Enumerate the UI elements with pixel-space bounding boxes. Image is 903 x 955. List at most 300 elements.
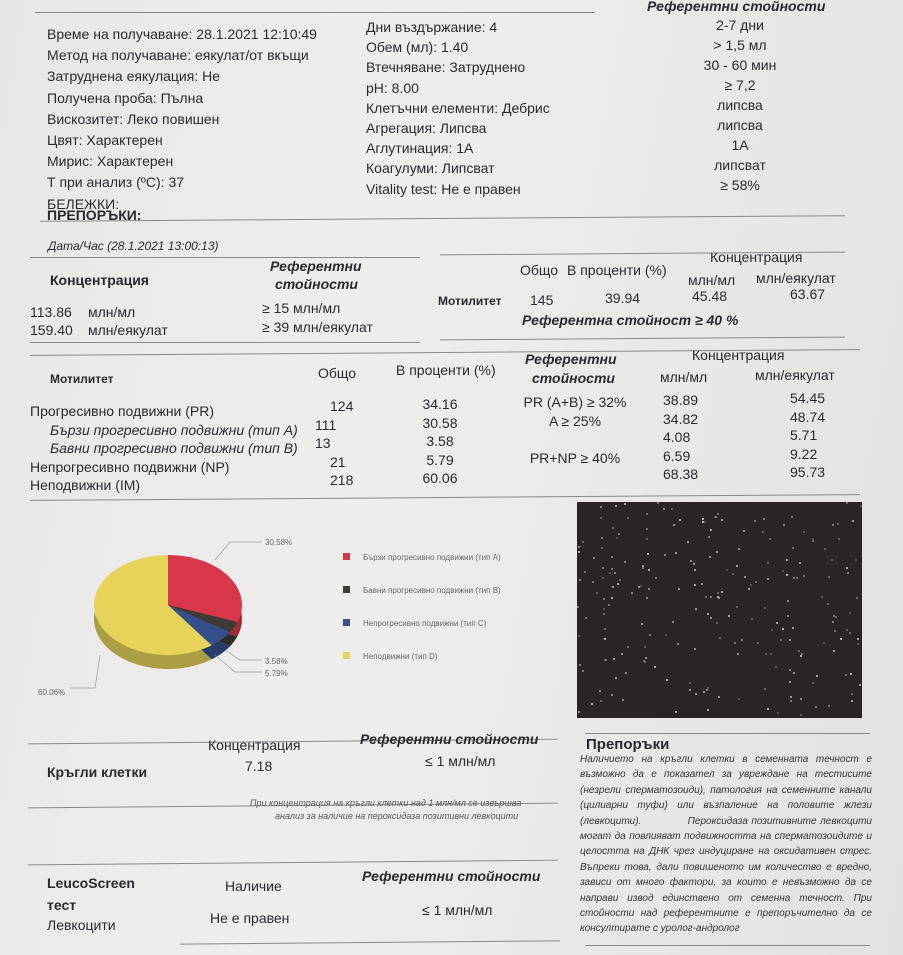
col-total: Общо <box>318 365 357 381</box>
row-ml: 6.59 <box>663 447 691 464</box>
cell-dot <box>611 556 613 558</box>
cell-dot <box>612 586 614 588</box>
cell-dot <box>767 562 769 564</box>
col-ej: млн/еякулат <box>755 367 835 383</box>
row-ref: A ≥ 25% <box>548 412 602 429</box>
pie-label: 30.58% <box>265 538 293 547</box>
recommendations-title: Препоръки <box>586 736 670 753</box>
divider <box>30 494 860 501</box>
cell-dot <box>599 690 601 692</box>
rc-label: Кръгли клетки <box>47 764 148 780</box>
info-middle: Дни въздържание: 4 <box>366 19 498 35</box>
cell-dot <box>678 588 680 590</box>
leader-line <box>70 655 100 688</box>
row-total: 21 <box>330 453 346 470</box>
cell-dot <box>705 596 707 598</box>
cell-dot <box>780 639 782 641</box>
cell-dot <box>855 559 857 561</box>
cell-dot <box>721 519 723 521</box>
cell-dot <box>717 592 719 594</box>
cell-dot <box>821 596 823 598</box>
info-middle: Коагулуми: Липсват <box>366 160 495 177</box>
cell-dot <box>850 673 852 675</box>
info-left: Т при анализ (ºC): 37 <box>47 174 185 191</box>
cell-dot <box>835 616 837 618</box>
cell-dot <box>657 502 659 504</box>
cell-dot <box>618 533 620 535</box>
cell-dot <box>764 688 766 690</box>
cell-dot <box>796 577 798 579</box>
cell-dot <box>707 709 709 711</box>
cell-dot <box>816 675 818 677</box>
row-label: Непрогресивно подвижни (NP) <box>30 458 230 475</box>
cell-dot <box>717 513 719 515</box>
cell-dot <box>803 531 805 533</box>
legend-swatch <box>343 553 350 560</box>
info-left: Вискозитет: Леко повишен <box>47 110 220 127</box>
cell-dot <box>666 679 668 681</box>
cell-dot <box>726 569 728 571</box>
cell-dot <box>846 567 848 569</box>
cell-dot <box>646 513 648 515</box>
conc-value: 113.86 <box>30 304 72 320</box>
leader-line <box>225 650 262 660</box>
cell-dot <box>849 632 851 634</box>
cell-dot <box>748 588 750 590</box>
info-ref: 30 - 60 мин <box>703 57 777 73</box>
col-ref: стойности <box>532 370 615 386</box>
cell-dot <box>579 664 581 666</box>
col-ml: млн/мл <box>688 272 736 288</box>
cell-dot <box>754 520 756 522</box>
info-left: Цвят: Характерен <box>47 132 163 148</box>
cell-dot <box>851 693 853 695</box>
cell-dot <box>800 698 802 700</box>
cell-dot <box>767 578 769 580</box>
cell-dot <box>710 596 712 598</box>
info-left: Мирис: Характерен <box>47 153 174 170</box>
row-ej: 54.45 <box>790 390 826 406</box>
cell-dot <box>852 520 854 522</box>
cell-dot <box>596 592 598 594</box>
motility-label: Мотилитет <box>438 294 502 308</box>
cell-dot <box>787 600 789 602</box>
cell-dot <box>832 524 834 526</box>
cell-dot <box>695 693 697 695</box>
legend-entry: Непрогресивно подвижни (тип C) <box>363 619 487 628</box>
info-middle: Агрегация: Липсва <box>366 120 487 136</box>
cell-dot <box>710 529 712 531</box>
concentration-title: Концентрация <box>50 272 149 288</box>
cell-dot <box>641 623 643 625</box>
cell-dot <box>757 642 759 644</box>
ls-ref: ≤ 1 млн/мл <box>422 902 493 918</box>
cell-dot <box>793 577 795 579</box>
col-conc: Концентрация <box>692 347 785 363</box>
cell-dot <box>672 621 674 623</box>
cell-dot <box>765 653 767 655</box>
cell-dot <box>671 508 673 510</box>
cell-dot <box>846 502 848 504</box>
cell-dot <box>860 505 862 507</box>
cell-dot <box>847 572 849 574</box>
conc-title: Концентрация <box>710 249 803 265</box>
conc-ref: ≥ 15 млн/мл <box>262 300 341 316</box>
cell-dot <box>803 575 805 577</box>
col-ref: Референтни <box>525 351 617 367</box>
cell-dot <box>624 561 626 563</box>
cell-dot <box>714 516 716 518</box>
cell-dot <box>602 577 604 579</box>
cell-dot <box>664 554 666 556</box>
cell-dot <box>642 567 644 569</box>
cell-dot <box>837 523 839 525</box>
cell-dot <box>616 537 618 539</box>
cell-dot <box>603 598 605 600</box>
cell-dot <box>834 630 836 632</box>
cell-dot <box>701 583 703 585</box>
info-middle: Обем (мл): 1.40 <box>366 39 469 56</box>
divider <box>585 945 870 946</box>
cell-dot <box>578 635 580 637</box>
divider <box>440 337 845 341</box>
cell-dot <box>719 637 721 639</box>
cell-dot <box>601 537 603 539</box>
divider <box>35 12 595 13</box>
leader-line <box>215 655 262 672</box>
cell-dot <box>675 711 677 713</box>
cell-dot <box>614 572 616 574</box>
cell-dot <box>687 541 689 543</box>
cell-dot <box>790 700 792 702</box>
cell-dot <box>648 569 650 571</box>
info-ref: липсва <box>717 117 763 133</box>
cell-dot <box>791 516 793 518</box>
cell-dot <box>624 503 626 505</box>
cell-dot <box>704 521 706 523</box>
info-ref: липсва <box>717 97 763 113</box>
cell-dot <box>640 585 642 587</box>
cell-dot <box>627 517 629 519</box>
rc-value: 7.18 <box>245 758 273 774</box>
row-label: Прогресивно подвижни (PR) <box>30 403 215 419</box>
cell-dot <box>707 613 709 615</box>
cell-dot <box>770 653 772 655</box>
cell-dot <box>790 696 792 698</box>
cell-dot <box>679 519 681 521</box>
cell-dot <box>601 547 603 549</box>
cell-dot <box>631 592 633 594</box>
conc-unit: млн/мл <box>88 304 136 320</box>
cell-dot <box>615 677 617 679</box>
cell-dot <box>792 627 794 629</box>
row-label: Бързи прогресивно подвижни (тип A) <box>50 421 298 438</box>
cell-dot <box>577 606 579 608</box>
motility-ej: 63.67 <box>790 286 826 302</box>
ref-title: стойности <box>275 276 358 292</box>
cell-dot <box>718 597 720 599</box>
legend-swatch <box>343 586 350 593</box>
legend-entry: Бавни прогресивно подвижни (тип B) <box>363 586 501 595</box>
cell-dot <box>716 622 718 624</box>
cell-dot <box>702 518 704 520</box>
info-ref: липсват <box>714 157 766 173</box>
info-middle: Vitality test: Не е правен <box>366 180 521 197</box>
ref-values-title: Референтни стойности <box>647 0 826 14</box>
cell-dot <box>603 613 605 615</box>
row-ref: PR (A+B) ≥ 32% <box>523 394 627 410</box>
row-total: 218 <box>330 472 354 488</box>
cell-dot <box>787 615 789 617</box>
ls-label: LeucoScreen <box>47 875 135 891</box>
motility-total: 145 <box>530 292 554 308</box>
cell-dot <box>647 553 649 555</box>
cell-dot <box>734 642 736 644</box>
cell-dot <box>675 552 677 554</box>
cell-dot <box>743 530 745 532</box>
cell-dot <box>736 606 738 608</box>
ls-presence: Не е правен <box>210 910 290 926</box>
pie-label: 5.79% <box>265 669 288 678</box>
motility-pie-chart <box>0 520 580 710</box>
cell-dot <box>600 506 602 508</box>
cell-dot <box>764 607 766 609</box>
ls-label: Левкоцити <box>47 917 116 933</box>
cell-dot <box>582 541 584 543</box>
cell-dot <box>812 540 814 542</box>
row-percent: 34.16 <box>422 396 458 412</box>
cell-dot <box>694 569 696 571</box>
cell-dot <box>789 639 791 641</box>
info-left: Затруднена еякулация: Не <box>47 68 220 85</box>
cell-dot <box>611 568 613 570</box>
row-ml: 68.38 <box>663 466 699 482</box>
cell-dot <box>603 608 605 610</box>
pie-label: 3.58% <box>265 657 288 666</box>
cell-dot <box>857 638 859 640</box>
info-middle: Клетъчни елементи: Дебрис <box>366 99 550 116</box>
cell-dot <box>832 621 834 623</box>
cell-dot <box>646 528 648 530</box>
cell-dot <box>798 650 800 652</box>
row-ml: 4.08 <box>663 429 691 445</box>
cell-dot <box>625 672 627 674</box>
conc-value: 159.40 <box>30 322 73 338</box>
row-total: 111 <box>315 416 337 433</box>
row-ml: 38.89 <box>663 392 699 408</box>
cell-dot <box>655 577 657 579</box>
cell-dot <box>721 591 723 593</box>
cell-dot <box>782 570 784 572</box>
cell-dot <box>833 650 835 652</box>
col-total: Общо <box>520 262 559 278</box>
cell-dot <box>693 563 695 565</box>
legend-swatch <box>343 652 350 659</box>
cell-dot <box>702 521 704 523</box>
cell-dot <box>800 655 802 657</box>
cell-dot <box>767 708 769 710</box>
info-left: Време на получаване: 28.1.2021 12:10:49 <box>47 26 317 42</box>
rc-note: При концентрация на кръгли клетки над 1 млн/мл се извършва <box>250 798 522 808</box>
cell-dot <box>617 583 619 585</box>
cell-dot <box>612 527 614 529</box>
cell-dot <box>602 567 604 569</box>
cell-dot <box>857 643 859 645</box>
cell-dot <box>775 666 777 668</box>
cell-dot <box>782 628 784 630</box>
cell-dot <box>776 622 778 624</box>
cell-dot <box>695 608 697 610</box>
row-total: 124 <box>330 398 354 414</box>
cell-dot <box>689 682 691 684</box>
cell-dot <box>619 579 621 581</box>
cell-dot <box>827 603 829 605</box>
cell-dot <box>663 508 665 510</box>
cell-dot <box>849 612 851 614</box>
cell-dot <box>604 628 606 630</box>
cell-dot <box>789 669 791 671</box>
cell-dot <box>732 573 734 575</box>
cell-dot <box>609 572 611 574</box>
row-ej: 48.74 <box>790 408 826 425</box>
cell-dot <box>845 674 847 676</box>
info-left: Метод на получаване: еякулат/от вкъщи <box>47 47 309 64</box>
cell-dot <box>846 629 848 631</box>
cell-dot <box>622 699 624 701</box>
cell-dot <box>608 604 610 606</box>
cell-dot <box>604 638 606 640</box>
cell-dot <box>615 505 617 507</box>
cell-dot <box>838 538 840 540</box>
cell-dot <box>815 706 817 708</box>
legend-entry: Неподвижни (тип D) <box>363 652 438 661</box>
cell-dot <box>793 672 795 674</box>
cell-dot <box>856 597 858 599</box>
cell-dot <box>613 658 615 660</box>
cell-dot <box>703 691 705 693</box>
recommendations-label: ПРЕПОРЪКИ: <box>47 207 142 223</box>
info-ref: ≥ 58% <box>720 177 760 193</box>
info-ref: ≥ 7,2 <box>724 77 756 93</box>
cell-dot <box>694 648 696 650</box>
cell-dot <box>737 653 739 655</box>
cell-dot <box>828 576 830 578</box>
rc-conc-title: Концентрация <box>208 737 301 753</box>
cell-dot <box>645 657 647 659</box>
cell-dot <box>582 670 584 672</box>
cell-dot <box>736 565 738 567</box>
cell-dot <box>800 714 802 716</box>
cell-dot <box>716 551 718 553</box>
cell-dot <box>585 617 587 619</box>
row-label: Неподвижни (IM) <box>30 477 141 493</box>
cell-dot <box>738 548 740 550</box>
cell-dot <box>828 705 830 707</box>
cell-dot <box>777 712 779 714</box>
rc-note: анализ за наличие на пероксидаза позитивни левкоцити <box>275 811 519 821</box>
info-ref: 1А <box>731 137 749 153</box>
cell-dot <box>644 646 646 648</box>
info-middle: pH: 8.00 <box>366 79 419 96</box>
ref-title: Референтни <box>270 258 362 274</box>
legend-swatch <box>343 619 350 626</box>
row-label: Бавни прогресивно подвижни (тип B) <box>50 440 298 456</box>
conc-unit: млн/еякулат <box>88 322 168 338</box>
info-ref: > 1,5 мл <box>713 37 767 53</box>
col-percent: В проценти (%) <box>396 362 496 378</box>
cell-dot <box>823 642 825 644</box>
cell-dot <box>741 639 743 641</box>
cell-dot <box>840 638 842 640</box>
cell-dot <box>646 538 648 540</box>
info-middle: Втечняване: Затруднено <box>366 59 526 76</box>
cell-dot <box>799 562 801 564</box>
row-total: 13 <box>315 435 331 451</box>
cell-dot <box>677 643 679 645</box>
cell-dot <box>579 579 581 581</box>
col-ml: млн/мл <box>660 369 708 385</box>
cell-dot <box>783 524 785 526</box>
cell-dot <box>789 681 791 683</box>
cell-dot <box>593 557 595 559</box>
microscopy-image <box>577 502 862 718</box>
divider <box>28 860 558 866</box>
cell-dot <box>611 694 613 696</box>
rc-ref-title: Референтни стойности <box>360 731 539 747</box>
motility-ml: 45.48 <box>692 288 728 304</box>
recommendations-text: Наличието на кръгли клетки в семенната течност е възможно да е показател за увреждане на тестисите (незрели сперматозоиди), патология на семенните канали (цилиарни туфи) или възпаление на половите жлези (левкоцити). Пероксидаза позитивните левкоцити могат да повлияват подвижността на сперматозоидите и целостта на ДНК чрез индуциране на оксидативен стрес. Въпреки това, дали повишеното им количество е вредно, зависи от много фактори, за които е невъзможно да се направи извод единствено от семенна течност. При стойности над референтните е препоръчително да се консултирате с уролог-андролог <box>580 754 872 935</box>
cell-dot <box>831 559 833 561</box>
ls-ref-title: Референтни стойности <box>362 868 541 884</box>
ls-presence-title: Наличие <box>225 878 282 894</box>
cell-dot <box>611 597 613 599</box>
divider <box>585 733 870 734</box>
cell-dot <box>578 546 580 548</box>
col-percent: В проценти (%) <box>567 262 667 278</box>
leader-line <box>215 542 262 560</box>
cell-dot <box>648 588 650 590</box>
cell-dot <box>751 618 753 620</box>
row-percent: 3.58 <box>426 433 454 449</box>
cell-dot <box>755 581 757 583</box>
cell-dot <box>792 547 794 549</box>
row-ml: 34.82 <box>663 410 699 427</box>
cell-dot <box>708 536 710 538</box>
cell-dot <box>786 559 788 561</box>
cell-dot <box>763 518 765 520</box>
cell-dot <box>600 517 602 519</box>
cell-dot <box>584 571 586 573</box>
info-ref: 2-7 дни <box>716 17 764 33</box>
cell-dot <box>769 538 771 540</box>
analysis-datetime: Дата/Час (28.1.2021 13:00:13) <box>48 239 219 253</box>
row-ej: 5.71 <box>790 427 818 443</box>
cell-dot <box>738 698 740 700</box>
legend-entry: Бързи прогресивно подвижни (тип A) <box>363 553 501 562</box>
cell-dot <box>859 684 861 686</box>
conc-ref: ≥ 39 млн/еякулат <box>262 319 373 335</box>
cell-dot <box>646 597 648 599</box>
cell-dot <box>710 617 712 619</box>
divider <box>30 342 420 343</box>
cell-dot <box>621 653 623 655</box>
cell-dot <box>605 659 607 661</box>
cell-dot <box>578 551 580 553</box>
cell-dot <box>771 629 773 631</box>
cell-dot <box>750 584 752 586</box>
col-ej: млн/еякулат <box>756 270 836 286</box>
row-ref: PR+NP ≥ 40% <box>529 449 621 466</box>
